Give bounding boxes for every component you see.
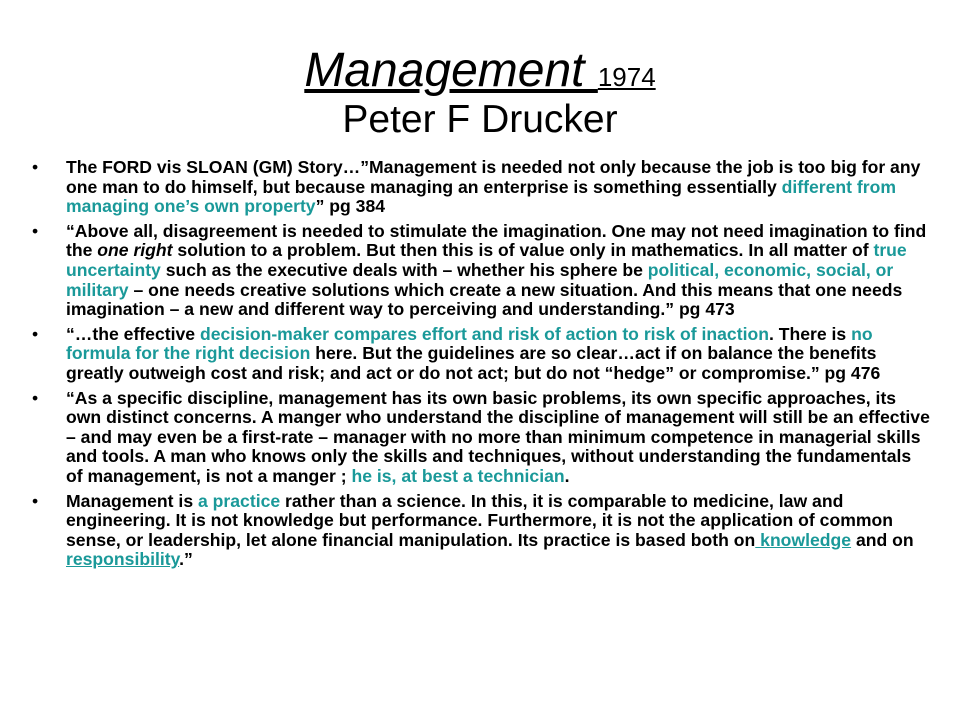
highlight-run: political, economic, social, or military <box>66 259 894 300</box>
text-run: rather than a science. In this, it is comparable to medicine, law and engineering. It is not knowledge but performance. Furthermore, it is not the application of common sense, or leadership, let alone financial manipulation. Its practice is based both on <box>66 490 893 550</box>
italic-run: one right <box>97 240 173 261</box>
bullet-item <box>30 325 930 384</box>
bullet-dot-icon: • <box>32 220 39 241</box>
title-text: Management <box>304 44 598 97</box>
slide-title <box>0 44 960 141</box>
text-run: ” pg 384 <box>315 196 386 217</box>
text-run: “As a specific discipline, management has its own basic problems, its own specific approaches, its own distinct concerns. A manger who understand the discipline of management will still be an effective – and may even be a first-rate – manager with no more than minimum competence in managerial skills and tools. A man who knows only the skills and techniques, without understanding the fundamentals of management, is not a manger ; <box>66 387 930 486</box>
text-run: such as the executive deals with – whether his sphere be <box>160 259 648 280</box>
text-run: The FORD vis SLOAN (GM) Story…”Management is needed not only because the job is too big for any one man to do himself, but because managing an enterprise is something essentially <box>66 157 921 197</box>
text-run: . There is <box>768 323 852 344</box>
highlight-link-run: knowledge <box>755 529 852 550</box>
highlight-run: no formula for the right decision <box>66 323 873 364</box>
text-run: . <box>564 465 570 486</box>
bullet-dot-icon: • <box>32 157 39 177</box>
text-run: Management is <box>66 490 198 511</box>
highlight-run: decision-maker compares effort and risk of action to risk of inaction <box>199 323 769 344</box>
bullet-item <box>30 389 930 487</box>
bullet-dot-icon: • <box>32 323 39 344</box>
text-run: .” <box>179 549 193 570</box>
text-run: and on <box>851 529 914 550</box>
title-year: 1974 <box>597 62 656 92</box>
highlight-run: different from managing one’s own property <box>66 176 897 217</box>
title-line <box>0 44 960 98</box>
bullet-item <box>30 492 930 570</box>
bullet-dot-icon: • <box>32 387 39 408</box>
highlight-run: he is, at best a technician <box>351 465 565 486</box>
bullet-item <box>30 222 930 320</box>
highlight-run: true uncertainty <box>66 240 907 280</box>
highlight-run: a practice <box>198 490 281 511</box>
title-subtitle: Peter F Drucker <box>342 97 618 141</box>
highlight-link-run: responsibility <box>66 549 180 570</box>
text-run: – one needs creative solutions which create a new situation. And this means that one needs imagination – a new and different way to perceiving and understanding.” pg 473 <box>66 279 903 320</box>
bullet-dot-icon: • <box>32 490 39 511</box>
text-run: “…the effective <box>66 323 200 344</box>
bullet-item <box>30 158 930 217</box>
bullet-list <box>30 158 930 575</box>
text-run: solution to a problem. But then this is of value only in mathematics. In all matter of <box>172 240 874 261</box>
text-run: “Above all, disagreement is needed to stimulate the imagination. One may not need imagination to find the <box>66 220 927 261</box>
text-run: here. But the guidelines are so clear…act if on balance the benefits greatly outweigh cost and risk; and act or do not act; but do not “hedge” or compromise.” pg 476 <box>66 343 881 383</box>
